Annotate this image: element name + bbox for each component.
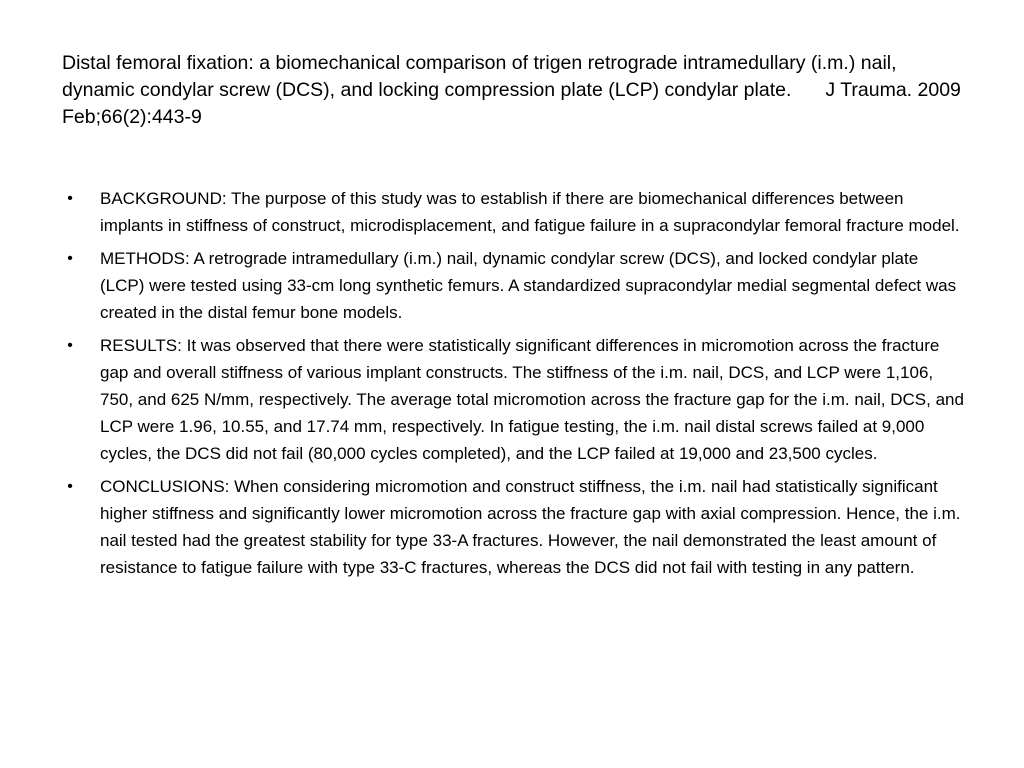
bullet-list bbox=[62, 185, 967, 587]
bullet-text: RESULTS: It was observed that there were statistically significant differences in micromotion across the fracture gap and overall stiffness of various implant constructs. The stiffness of the i.m. nail, DCS, and LCP were 1,106, 750, and 625 N/mm, respectively. The average total micromotion across the fracture gap for the i.m. nail, DCS, and LCP were 1.96, 10.55, and 17.74 mm, respectively. In fatigue testing, the i.m. nail distal screws failed at 9,000 cycles, the DCS did not fail (80,000 cycles completed), and the LCP failed at 19,000 and 23,500 cycles. bbox=[100, 336, 964, 463]
bullet-results bbox=[62, 332, 967, 467]
bullet-text: BACKGROUND: The purpose of this study was to establish if there are biomechanical differences between implants in stiffness of construct, microdisplacement, and fatigue failure in a supracondylar femoral fracture model. bbox=[100, 189, 960, 235]
citation-text: J Trauma. 2009 Feb;66(2):443-9 bbox=[62, 79, 961, 128]
bullet-methods bbox=[62, 245, 967, 326]
slide-title bbox=[62, 50, 962, 131]
bullet-icon: • bbox=[67, 190, 73, 207]
bullet-icon: • bbox=[67, 250, 73, 267]
bullet-text: METHODS: A retrograde intramedullary (i.m.) nail, dynamic condylar screw (DCS), and locked condylar plate (LCP) were tested using 33-cm long synthetic femurs. A standardized supracondylar medial segmental defect was created in the distal femur bone models. bbox=[100, 249, 957, 322]
bullet-icon: • bbox=[67, 478, 73, 495]
bullet-text: CONCLUSIONS: When considering micromotion and construct stiffness, the i.m. nail had statistically significant higher stiffness and significantly lower micromotion across the fracture gap with axial compression. Hence, the i.m. nail tested had the greatest stability for type 33-A fractures. However, the nail demonstrated the least amount of resistance to fatigue failure with type 33-C fractures, whereas the DCS did not fail with testing in any pattern. bbox=[100, 477, 961, 577]
bullet-icon: • bbox=[67, 337, 73, 354]
bullet-background bbox=[62, 185, 967, 239]
bullet-conclusions bbox=[62, 473, 967, 581]
title-text: Distal femoral fixation: a biomechanical comparison of trigen retrograde intramedullary (i.m.) nail, dynamic condylar screw (DCS), and locking compression plate (LCP) condylar plate. bbox=[62, 52, 897, 101]
